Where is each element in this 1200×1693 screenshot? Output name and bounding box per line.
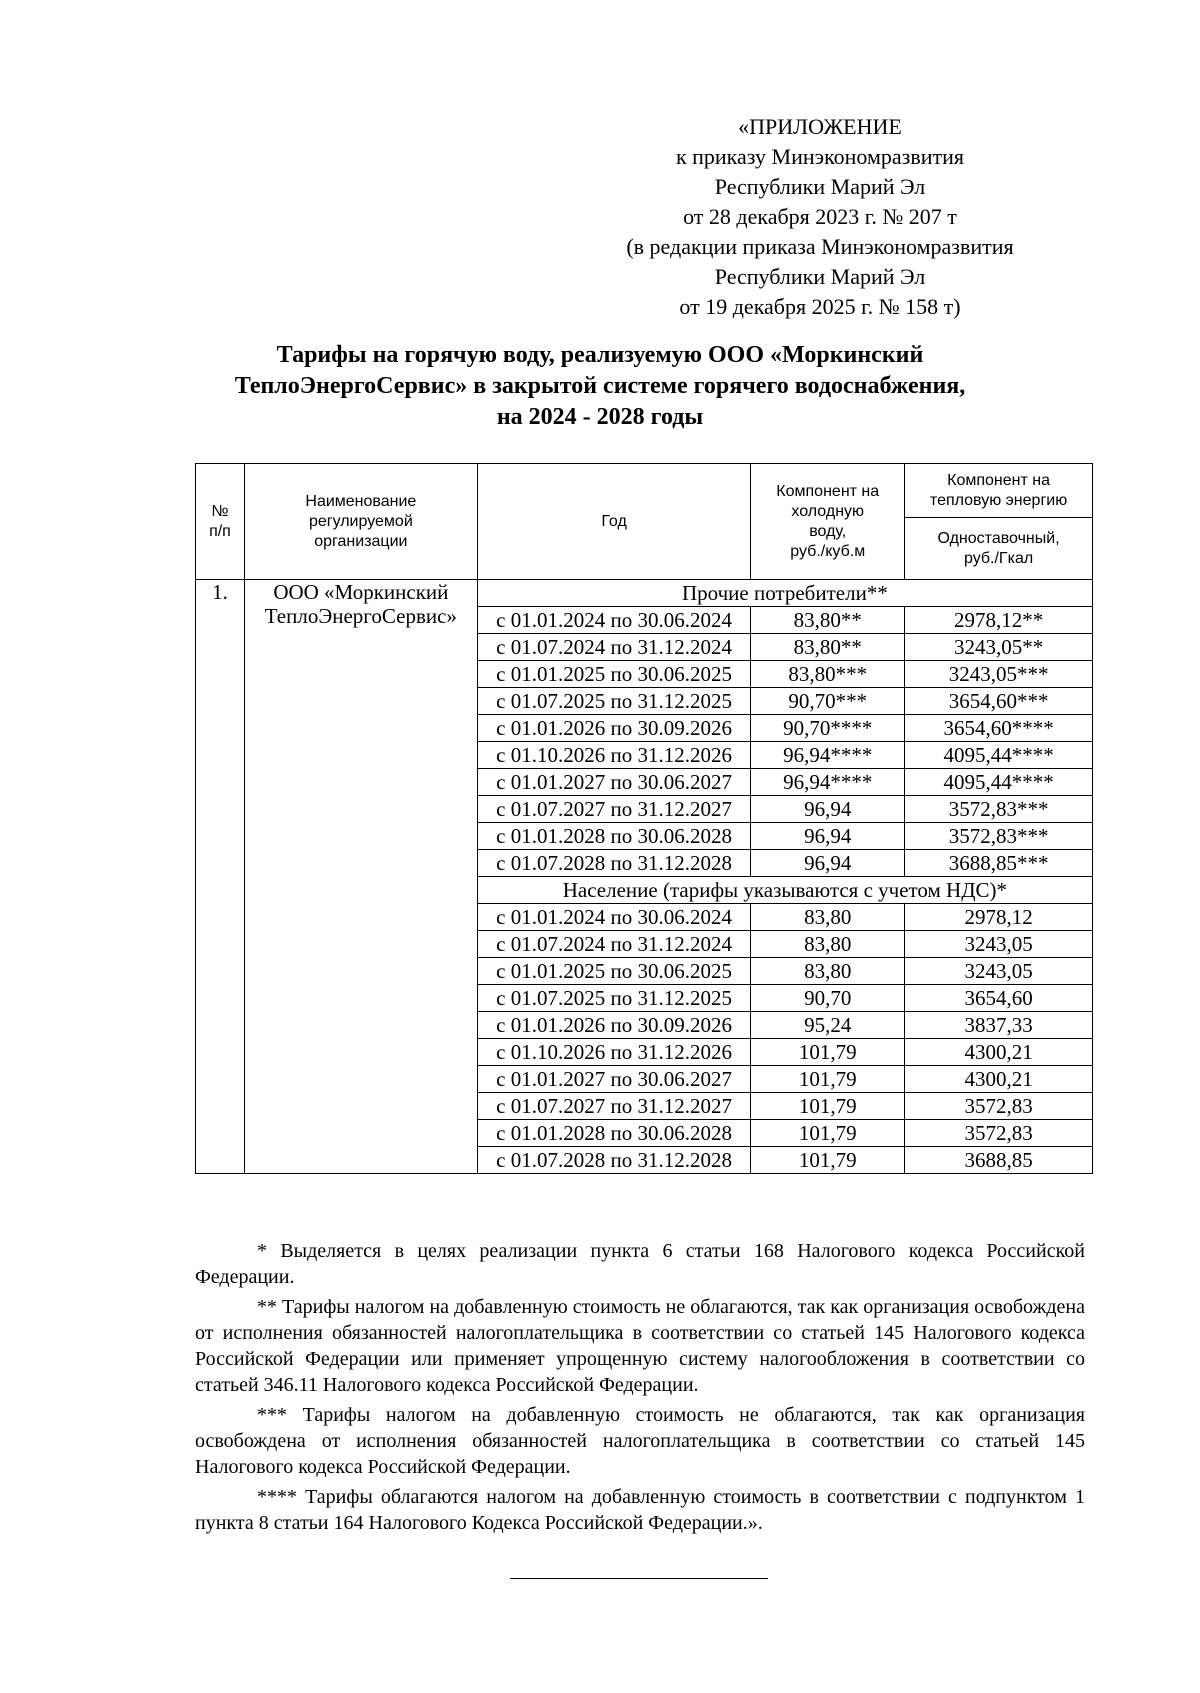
heat-energy-tariff: 3688,85 (905, 1147, 1093, 1174)
consumer-group-title: Население (тарифы указываются с учетом НДС)* (477, 877, 1092, 904)
header-line: Республики Марий Эл (714, 264, 926, 289)
header-line: от 28 декабря 2023 г. № 207 т (683, 204, 957, 229)
header-year: Год (477, 464, 751, 580)
tariff-period: с 01.10.2026 по 31.12.2026 (477, 742, 751, 769)
header-line: «ПРИЛОЖЕНИЕ (738, 114, 902, 139)
cold-water-tariff: 83,80** (751, 634, 905, 661)
heat-energy-tariff: 3243,05 (905, 958, 1093, 985)
heat-energy-tariff: 2978,12 (905, 904, 1093, 931)
tariff-period: с 01.07.2028 по 31.12.2028 (477, 1147, 751, 1174)
header-cold-water: Компонент на холодную воду, руб./куб.м (751, 464, 905, 580)
tariff-period: с 01.01.2026 по 30.09.2026 (477, 715, 751, 742)
cold-water-tariff: 101,79 (751, 1147, 905, 1174)
header-org: Наименование регулируемой организации (244, 464, 477, 580)
cold-water-tariff: 83,80 (751, 904, 905, 931)
cold-water-tariff: 96,94**** (751, 742, 905, 769)
heat-energy-tariff: 3243,05 (905, 931, 1093, 958)
heat-energy-tariff: 4300,21 (905, 1039, 1093, 1066)
header-heat-energy: Компонент на тепловую энергию (905, 464, 1093, 518)
tariff-period: с 01.07.2027 по 31.12.2027 (477, 796, 751, 823)
tariff-period: с 01.01.2025 по 30.06.2025 (477, 661, 751, 688)
heat-energy-tariff: 2978,12** (905, 607, 1093, 634)
header-line: Республики Марий Эл (714, 174, 926, 199)
document-title (150, 340, 1050, 433)
cold-water-tariff: 95,24 (751, 1012, 905, 1039)
group-row (196, 580, 1093, 607)
cold-water-tariff: 96,94 (751, 796, 905, 823)
tariff-period: с 01.07.2027 по 31.12.2027 (477, 1093, 751, 1120)
tariff-period: с 01.01.2027 по 30.06.2027 (477, 769, 751, 796)
cold-water-tariff: 96,94 (751, 823, 905, 850)
heat-energy-tariff: 3654,60 (905, 985, 1093, 1012)
organization-name: ООО «Моркинский ТеплоЭнергоСервис» (244, 580, 477, 1174)
cold-water-tariff: 90,70 (751, 985, 905, 1012)
heat-energy-tariff: 3243,05*** (905, 661, 1093, 688)
heat-energy-tariff: 3654,60*** (905, 688, 1093, 715)
tariff-period: с 01.01.2024 по 30.06.2024 (477, 607, 751, 634)
title-line: Тарифы на горячую воду, реализуемую ООО «Моркинский (276, 342, 924, 368)
footnote-2: ** Тарифы налогом на добавленную стоимость не облагаются, так как организация освобождена от исполнения обязанностей налогоплательщика в соответствии со статьей 145 Налогового кодекса Российской Федерации или применяет упрощенную систему налогообложения в соответствии со статьей 346.11 Налогового кодекса Российской Федерации. (195, 1296, 1085, 1396)
tariff-period: с 01.07.2025 по 31.12.2025 (477, 985, 751, 1012)
heat-energy-tariff: 3572,83 (905, 1093, 1093, 1120)
cold-water-tariff: 90,70**** (751, 715, 905, 742)
tariff-period: с 01.07.2024 по 31.12.2024 (477, 931, 751, 958)
tariff-period: с 01.01.2027 по 30.06.2027 (477, 1066, 751, 1093)
heat-energy-tariff: 3654,60**** (905, 715, 1093, 742)
tariff-period: с 01.07.2024 по 31.12.2024 (477, 634, 751, 661)
tariff-period: с 01.07.2028 по 31.12.2028 (477, 850, 751, 877)
tariff-period: с 01.01.2025 по 30.06.2025 (477, 958, 751, 985)
heat-energy-tariff: 3837,33 (905, 1012, 1093, 1039)
header-heat-single-rate: Одноставочный, руб./Гкал (905, 518, 1093, 580)
tariff-table (195, 463, 1093, 1174)
cold-water-tariff: 83,80 (751, 931, 905, 958)
header-line: к приказу Минэкономразвития (675, 144, 965, 169)
consumer-group-title: Прочие потребители** (477, 580, 1092, 607)
cold-water-tariff: 83,80** (751, 607, 905, 634)
title-line: на 2024 - 2028 годы (496, 404, 704, 430)
row-number: 1. (196, 580, 245, 1174)
footnotes (195, 1238, 1085, 1540)
tariff-period: с 01.01.2028 по 30.06.2028 (477, 823, 751, 850)
cold-water-tariff: 101,79 (751, 1039, 905, 1066)
tariff-period: с 01.10.2026 по 31.12.2026 (477, 1039, 751, 1066)
heat-energy-tariff: 3572,83 (905, 1120, 1093, 1147)
heat-energy-tariff: 4095,44**** (905, 769, 1093, 796)
cold-water-tariff: 101,79 (751, 1066, 905, 1093)
cold-water-tariff: 90,70*** (751, 688, 905, 715)
heat-energy-tariff: 3572,83*** (905, 823, 1093, 850)
footnote-4: **** Тарифы облагаются налогом на добавленную стоимость в соответствии с подпунктом 1 пункта 8 статьи 164 Налогового Кодекса Российской Федерации.». (195, 1486, 1085, 1534)
header-line: (в редакции приказа Минэкономразвития (626, 234, 1014, 259)
heat-energy-tariff: 3243,05** (905, 634, 1093, 661)
heat-energy-tariff: 4300,21 (905, 1066, 1093, 1093)
heat-energy-tariff: 3688,85*** (905, 850, 1093, 877)
title-line: ТеплоЭнергоСервис» в закрытой системе горячего водоснабжения, (234, 373, 966, 399)
tariff-period: с 01.01.2028 по 30.06.2028 (477, 1120, 751, 1147)
footnote-3: *** Тарифы налогом на добавленную стоимость не облагаются, так как организация освобождена от исполнения обязанностей налогоплательщика в соответствии со статьей 145 Налогового кодекса Российской Федерации. (195, 1404, 1085, 1478)
appendix-header (560, 112, 1080, 322)
end-separator-line (510, 1578, 768, 1579)
tariff-period: с 01.01.2024 по 30.06.2024 (477, 904, 751, 931)
cold-water-tariff: 96,94 (751, 850, 905, 877)
tariff-period: с 01.07.2025 по 31.12.2025 (477, 688, 751, 715)
cold-water-tariff: 83,80*** (751, 661, 905, 688)
header-line: от 19 декабря 2025 г. № 158 т) (679, 294, 961, 319)
tariff-period: с 01.01.2026 по 30.09.2026 (477, 1012, 751, 1039)
cold-water-tariff: 101,79 (751, 1093, 905, 1120)
cold-water-tariff: 101,79 (751, 1120, 905, 1147)
cold-water-tariff: 96,94**** (751, 769, 905, 796)
heat-energy-tariff: 4095,44**** (905, 742, 1093, 769)
cold-water-tariff: 83,80 (751, 958, 905, 985)
header-num: № п/п (196, 464, 245, 580)
footnote-1: * Выделяется в целях реализации пункта 6 статьи 168 Налогового кодекса Российской Федерации. (195, 1240, 1085, 1288)
heat-energy-tariff: 3572,83*** (905, 796, 1093, 823)
